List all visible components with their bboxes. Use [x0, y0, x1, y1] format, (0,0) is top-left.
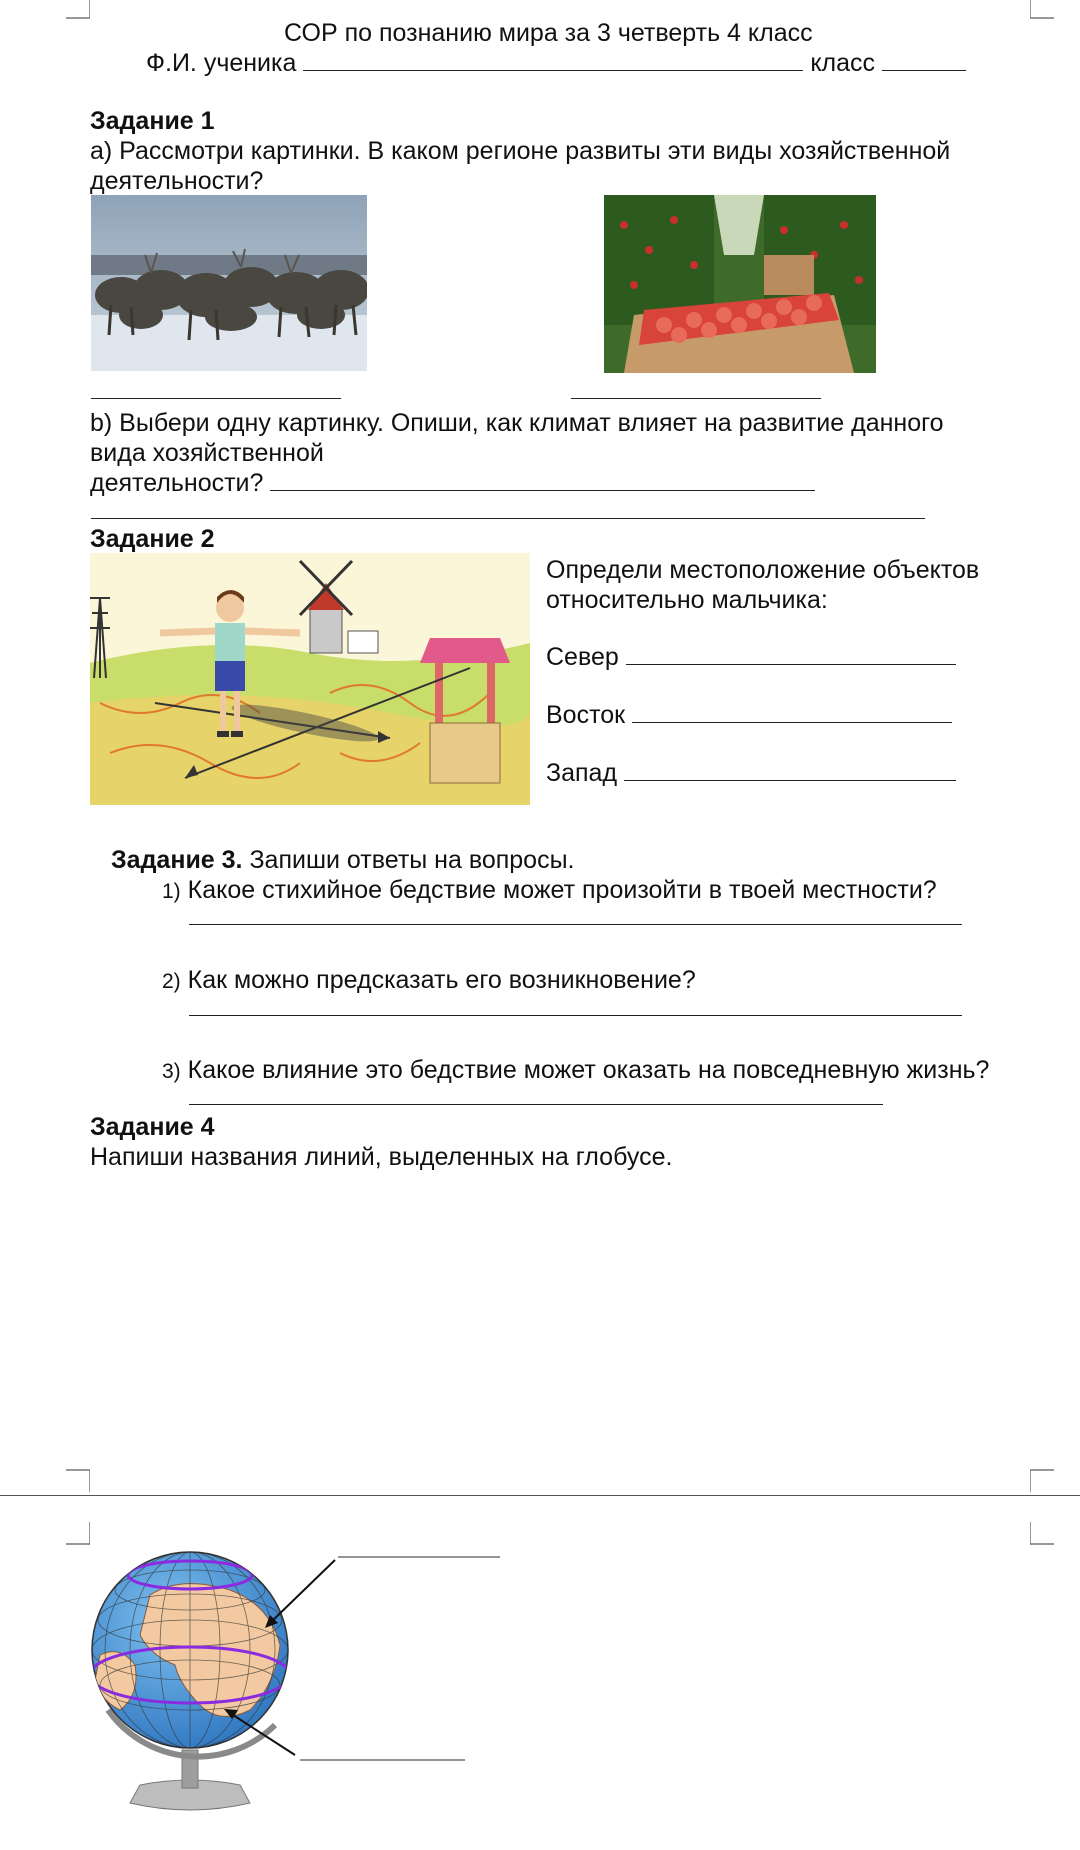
task1-answer-line-right[interactable]: [571, 398, 821, 399]
page-title: СОР по познанию мира за 3 четверть 4 класс: [284, 19, 813, 47]
task3-question-2-number: 2): [162, 970, 181, 993]
task3-question-3: [162, 1055, 989, 1087]
task3-answer-line-3[interactable]: [189, 1104, 883, 1105]
student-name-label: Ф.И. ученика: [146, 49, 297, 77]
direction-north-row: [546, 642, 956, 672]
task3-question-3-number: 3): [162, 1060, 181, 1083]
task2-heading: Задание 2: [90, 525, 215, 553]
direction-north-label: Север: [546, 643, 619, 671]
task3-answer-line-1[interactable]: [189, 924, 962, 925]
globe-answer-field-top[interactable]: [338, 1552, 502, 1562]
task3-heading-bold: Задание 3.: [111, 846, 243, 874]
globe-illustration: [80, 1535, 500, 1825]
direction-west-row: [546, 758, 956, 788]
student-name-field[interactable]: [303, 48, 803, 71]
corner-mark-bottom-right: [1030, 1468, 1054, 1492]
task1-b-text-line3-label: деятельности?: [90, 469, 264, 497]
task4-heading: Задание 4: [90, 1113, 215, 1141]
task1-b-text-line3: [90, 468, 815, 498]
task3-question-2-text: Как можно предсказать его возникновение?: [187, 966, 696, 994]
direction-west-field[interactable]: [624, 758, 956, 781]
task1-answer-line-left[interactable]: [91, 398, 341, 399]
boy-orientation-illustration: [90, 553, 530, 805]
task1-b-text-line1: b) Выбери одну картинку. Опиши, как климат влияет на развитие данного: [90, 409, 944, 437]
task3-heading: [111, 845, 575, 875]
globe-answer-field-bottom[interactable]: [300, 1755, 465, 1765]
direction-east-label: Восток: [546, 701, 626, 729]
apple-orchard-photo: [604, 195, 876, 373]
task1-heading: Задание 1: [90, 107, 215, 135]
direction-north-field[interactable]: [626, 642, 956, 665]
corner-mark-page2-top-right: [1030, 1522, 1054, 1546]
task1-a-text-line2: деятельности?: [90, 167, 264, 195]
direction-west-label: Запад: [546, 759, 618, 787]
direction-east-row: [546, 700, 952, 730]
reindeer-herd-photo: [91, 195, 367, 371]
task3-question-2: [162, 965, 696, 997]
task1-b-text-line2: вида хозяйственной: [90, 439, 324, 467]
task3-question-1-number: 1): [162, 880, 181, 903]
corner-mark-top-right: [1030, 0, 1054, 24]
task3-heading-rest: Запиши ответы на вопросы.: [242, 846, 575, 874]
corner-mark-bottom-left: [66, 1468, 90, 1492]
task1-b-answer-field[interactable]: [270, 470, 815, 491]
task3-answer-line-2[interactable]: [189, 1015, 962, 1016]
task4-prompt: Напиши названия линий, выделенных на глобусе.: [90, 1143, 673, 1171]
page-break-line: [0, 1495, 1080, 1496]
task3-question-1-text: Какое стихийное бедствие может произойти в твоей местности?: [187, 876, 937, 904]
task3-question-1: [162, 875, 937, 907]
student-name-row: [146, 48, 966, 78]
task1-a-text-line1: а) Рассмотри картинки. В каком регионе развиты эти виды хозяйственной: [90, 137, 951, 165]
task2-prompt-line2: относительно мальчика:: [546, 586, 828, 614]
task1-b-answer-line[interactable]: [91, 518, 925, 519]
class-label: класс: [810, 49, 876, 77]
class-field[interactable]: [882, 48, 966, 71]
task2-prompt-line1: Определи местоположение объектов: [546, 556, 980, 584]
direction-east-field[interactable]: [632, 700, 952, 723]
corner-mark-top-left: [66, 0, 90, 24]
task3-question-3-text: Какое влияние это бедствие может оказать на повседневную жизнь?: [187, 1056, 990, 1084]
